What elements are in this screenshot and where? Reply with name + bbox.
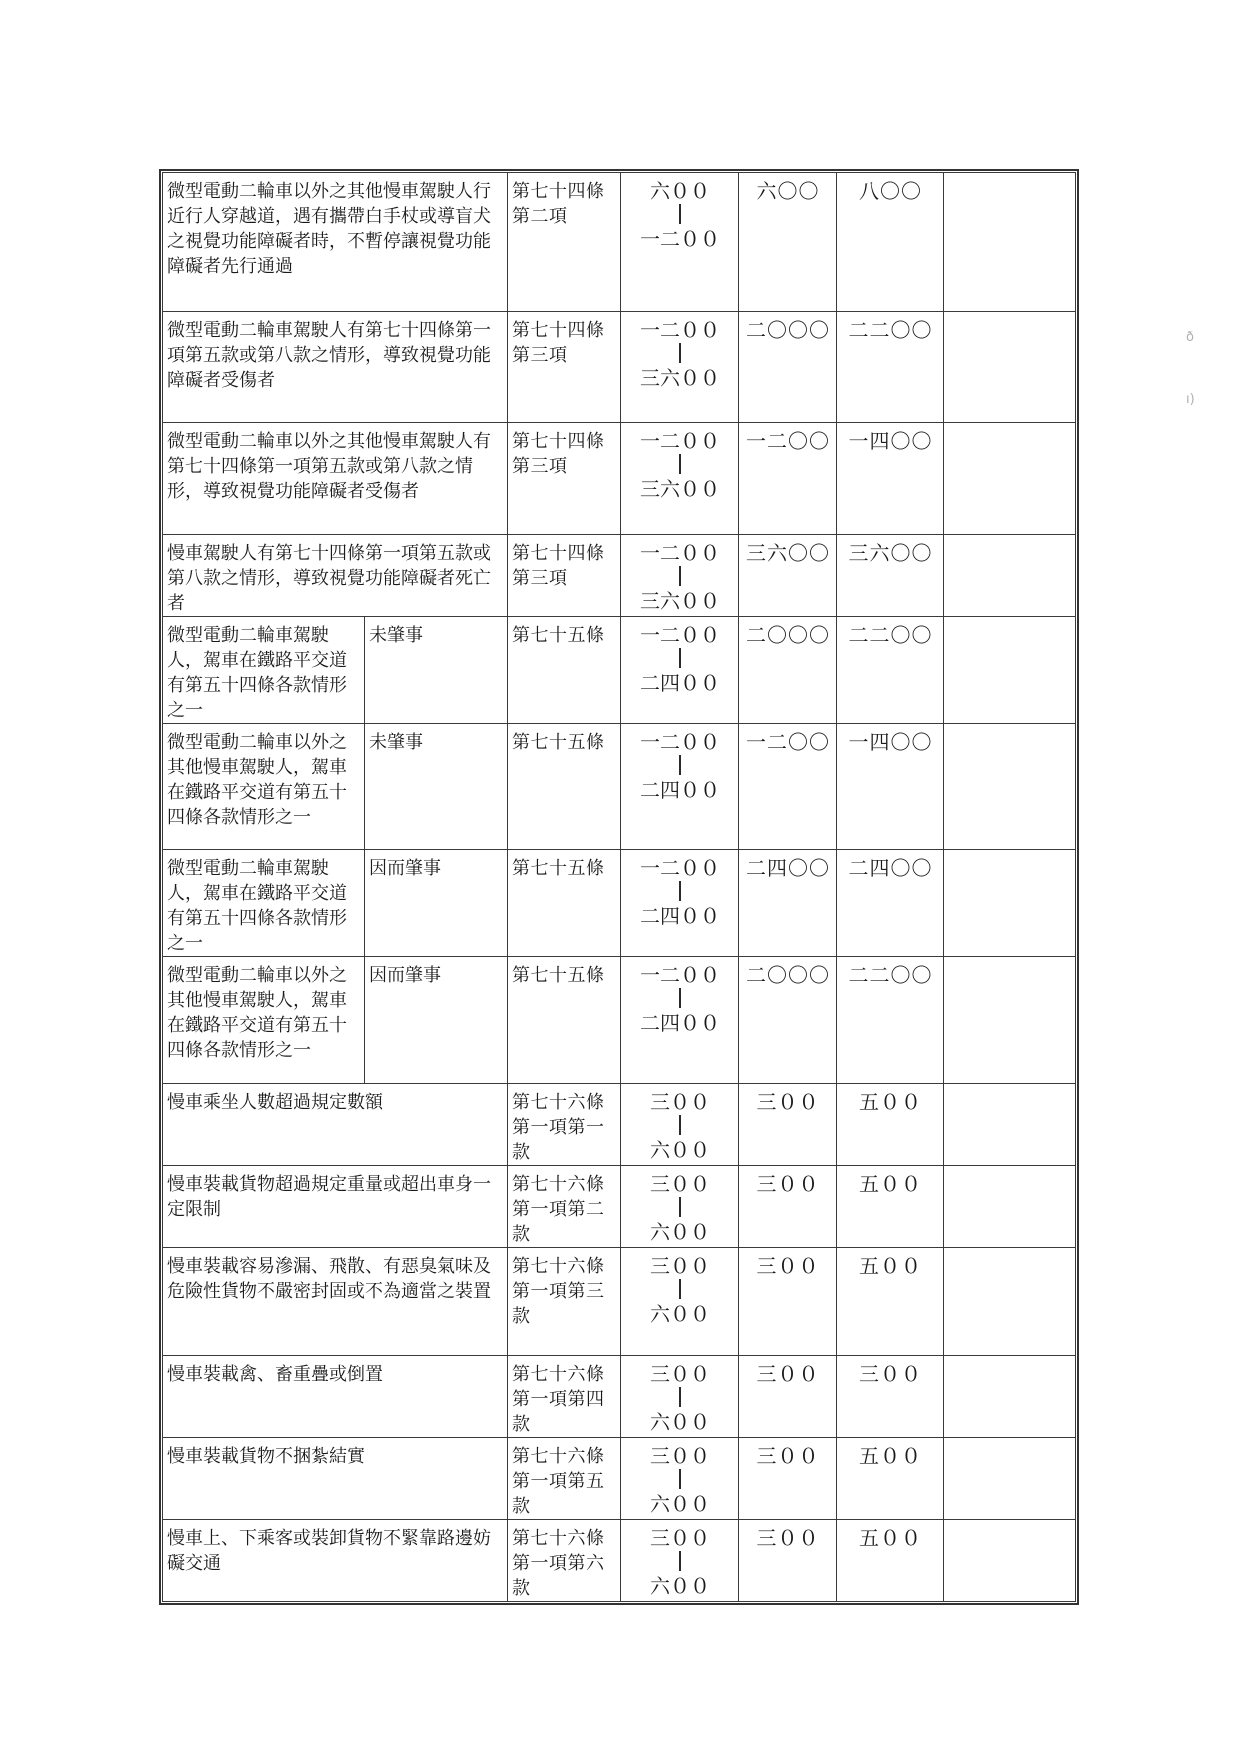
violation-cell: 微型電動二輪車以外之其他慢車駕駛人，駕車在鐵路平交道有第五十四條各款情形之一 xyxy=(163,957,365,1084)
violation-cell: 慢車裝載容易滲漏、飛散、有惡臭氣味及危險性貨物不嚴密封固或不為適當之裝置 xyxy=(163,1248,508,1356)
fine-amount-cell-1 xyxy=(739,1520,837,1602)
fine-amount: 三００ xyxy=(756,1362,820,1386)
fine-amount: 五００ xyxy=(859,1526,922,1550)
range-max: 六００ xyxy=(650,1410,710,1434)
range-separator xyxy=(679,755,681,775)
range-max: 六００ xyxy=(650,1220,710,1244)
fine-amount-cell-1 xyxy=(739,957,837,1084)
table-row xyxy=(163,312,1076,423)
remarks-cell xyxy=(944,1438,1076,1520)
statutory-range-cell xyxy=(621,1084,739,1166)
remarks-cell xyxy=(944,617,1076,724)
fine-amount-cell-1 xyxy=(739,724,837,850)
range-max: 三六００ xyxy=(640,366,720,390)
fine-amount: 三００ xyxy=(859,1362,922,1386)
statutory-range-cell xyxy=(621,535,739,617)
fine-amount-cell-1 xyxy=(739,423,837,535)
fine-amount: 二二〇〇 xyxy=(848,963,933,987)
remarks-cell xyxy=(944,312,1076,423)
violation-cell: 慢車裝載貨物超過規定重量或超出車身一定限制 xyxy=(163,1166,508,1248)
remarks-cell xyxy=(944,1520,1076,1602)
statutory-range-cell xyxy=(621,957,739,1084)
range-min: 三００ xyxy=(650,1362,710,1386)
fine-amount-cell-2 xyxy=(837,423,944,535)
statutory-range-cell xyxy=(621,1356,739,1438)
margin-mark: ı) xyxy=(1186,392,1195,407)
fine-amount: 二〇〇〇 xyxy=(746,623,830,647)
statutory-range-cell xyxy=(621,312,739,423)
fine-amount-cell-2 xyxy=(837,535,944,617)
statutory-range-cell xyxy=(621,850,739,957)
fine-amount-cell-2 xyxy=(837,1356,944,1438)
fine-amount: 二二〇〇 xyxy=(848,318,933,342)
range-min: 一二００ xyxy=(640,730,720,754)
fine-amount: 五００ xyxy=(859,1254,922,1278)
article-cell: 第七十四條第三項 xyxy=(508,312,621,423)
condition-cell: 未肇事 xyxy=(365,724,508,850)
fine-amount-cell-2 xyxy=(837,1084,944,1166)
article-cell: 第七十六條第一項第五款 xyxy=(508,1438,621,1520)
violation-cell: 慢車裝載禽、畜重疊或倒置 xyxy=(163,1356,508,1438)
violation-cell: 慢車裝載貨物不捆紮結實 xyxy=(163,1438,508,1520)
range-separator xyxy=(679,648,681,668)
fine-amount: 二〇〇〇 xyxy=(746,963,830,987)
fine-amount: 二〇〇〇 xyxy=(746,318,830,342)
fine-amount: 二四〇〇 xyxy=(848,856,933,880)
article-cell: 第七十五條 xyxy=(508,617,621,724)
range-max: 二四００ xyxy=(640,1011,720,1035)
fine-amount-cell-2 xyxy=(837,1248,944,1356)
fine-amount: 三００ xyxy=(756,1526,820,1550)
fine-amount-cell-1 xyxy=(739,1166,837,1248)
range-min: 一二００ xyxy=(640,429,720,453)
fine-amount: 五００ xyxy=(859,1090,922,1114)
range-min: 一二００ xyxy=(640,856,720,880)
table-row xyxy=(163,724,1076,850)
fine-amount: 三六〇〇 xyxy=(746,541,830,565)
violation-cell: 微型電動二輪車以外之其他慢車駕駛人，駕車在鐵路平交道有第五十四條各款情形之一 xyxy=(163,724,365,850)
statutory-range-cell xyxy=(621,1520,739,1602)
fine-amount-cell-1 xyxy=(739,1248,837,1356)
table-row xyxy=(163,535,1076,617)
range-max: 六００ xyxy=(650,1574,710,1598)
margin-mark: ð xyxy=(1186,330,1194,345)
range-max: 二四００ xyxy=(640,778,720,802)
fine-amount-cell-1 xyxy=(739,1438,837,1520)
violation-cell: 微型電動二輪車以外之其他慢車駕駛人行近行人穿越道，遇有攜帶白手杖或導盲犬之視覺功能障礙者時，不暫停讓視覺功能障礙者先行通過 xyxy=(163,173,508,312)
fine-amount: 三００ xyxy=(756,1090,820,1114)
article-cell: 第七十四條第三項 xyxy=(508,535,621,617)
violation-cell: 微型電動二輪車駕駛人有第七十四條第一項第五款或第八款之情形，導致視覺功能障礙者受傷者 xyxy=(163,312,508,423)
fine-amount-cell-1 xyxy=(739,617,837,724)
article-cell: 第七十四條第三項 xyxy=(508,423,621,535)
condition-cell: 因而肇事 xyxy=(365,957,508,1084)
range-separator xyxy=(679,1469,681,1489)
fine-amount-cell-2 xyxy=(837,850,944,957)
fine-amount-cell-2 xyxy=(837,1438,944,1520)
range-min: 三００ xyxy=(650,1444,710,1468)
table-row xyxy=(163,617,1076,724)
fine-amount-cell-1 xyxy=(739,535,837,617)
article-cell: 第七十六條第一項第一款 xyxy=(508,1084,621,1166)
remarks-cell xyxy=(944,1084,1076,1166)
fine-amount-cell-1 xyxy=(739,1356,837,1438)
range-max: 三六００ xyxy=(640,589,720,613)
statutory-range-cell xyxy=(621,724,739,850)
fine-amount: 三六〇〇 xyxy=(848,541,933,565)
fine-amount-cell-2 xyxy=(837,312,944,423)
violation-cell: 微型電動二輪車駕駛人，駕車在鐵路平交道有第五十四條各款情形之一 xyxy=(163,617,365,724)
range-max: 六００ xyxy=(650,1492,710,1516)
range-separator xyxy=(679,1197,681,1217)
remarks-cell xyxy=(944,423,1076,535)
range-max: 二四００ xyxy=(640,904,720,928)
table-row xyxy=(163,1438,1076,1520)
fine-schedule-table xyxy=(162,172,1076,1602)
article-cell: 第七十六條第一項第四款 xyxy=(508,1356,621,1438)
range-min: 一二００ xyxy=(640,318,720,342)
violation-cell: 慢車乘坐人數超過規定數額 xyxy=(163,1084,508,1166)
fine-amount-cell-1 xyxy=(739,312,837,423)
violation-cell: 微型電動二輪車以外之其他慢車駕駛人有第七十四條第一項第五款或第八款之情形，導致視覺功能障礙者受傷者 xyxy=(163,423,508,535)
fine-amount: 二四〇〇 xyxy=(746,856,830,880)
range-separator xyxy=(679,343,681,363)
range-max: 六００ xyxy=(650,1302,710,1326)
condition-cell: 未肇事 xyxy=(365,617,508,724)
range-max: 三六００ xyxy=(640,477,720,501)
range-max: 一二００ xyxy=(640,227,720,251)
table-row xyxy=(163,1084,1076,1166)
violation-cell: 微型電動二輪車駕駛人，駕車在鐵路平交道有第五十四條各款情形之一 xyxy=(163,850,365,957)
table-row xyxy=(163,850,1076,957)
statutory-range-cell xyxy=(621,1438,739,1520)
range-min: 六００ xyxy=(650,179,710,203)
statutory-range-cell xyxy=(621,173,739,312)
fine-amount: 二二〇〇 xyxy=(848,623,933,647)
fine-amount: 三００ xyxy=(756,1254,820,1278)
range-max: 二四００ xyxy=(640,671,720,695)
range-separator xyxy=(679,1279,681,1299)
table-row xyxy=(163,173,1076,312)
table-row xyxy=(163,423,1076,535)
fine-amount-cell-1 xyxy=(739,850,837,957)
statutory-range-cell xyxy=(621,423,739,535)
range-separator xyxy=(679,204,681,224)
fine-amount-cell-1 xyxy=(739,173,837,312)
fine-amount-cell-2 xyxy=(837,617,944,724)
range-separator xyxy=(679,566,681,586)
fine-amount: 一二〇〇 xyxy=(746,730,830,754)
remarks-cell xyxy=(944,535,1076,617)
range-max: 六００ xyxy=(650,1138,710,1162)
fine-amount-cell-2 xyxy=(837,1520,944,1602)
statutory-range-cell xyxy=(621,617,739,724)
article-cell: 第七十六條第一項第二款 xyxy=(508,1166,621,1248)
remarks-cell xyxy=(944,957,1076,1084)
article-cell: 第七十四條第二項 xyxy=(508,173,621,312)
range-min: 三００ xyxy=(650,1526,710,1550)
table-body xyxy=(163,173,1076,1602)
statutory-range-cell xyxy=(621,1166,739,1248)
table-row xyxy=(163,957,1076,1084)
fine-amount: 一四〇〇 xyxy=(848,429,933,453)
fine-amount: 五００ xyxy=(859,1444,922,1468)
remarks-cell xyxy=(944,1248,1076,1356)
remarks-cell xyxy=(944,173,1076,312)
fine-amount-cell-2 xyxy=(837,957,944,1084)
fine-amount-cell-1 xyxy=(739,1084,837,1166)
range-min: 一二００ xyxy=(640,963,720,987)
range-separator xyxy=(679,1551,681,1571)
range-separator xyxy=(679,881,681,901)
article-cell: 第七十六條第一項第三款 xyxy=(508,1248,621,1356)
remarks-cell xyxy=(944,850,1076,957)
range-separator xyxy=(679,454,681,474)
range-min: 一二００ xyxy=(640,541,720,565)
condition-cell: 因而肇事 xyxy=(365,850,508,957)
article-cell: 第七十六條第一項第六款 xyxy=(508,1520,621,1602)
violation-cell: 慢車上、下乘客或裝卸貨物不緊靠路邊妨礙交通 xyxy=(163,1520,508,1602)
remarks-cell xyxy=(944,724,1076,850)
article-cell: 第七十五條 xyxy=(508,850,621,957)
range-min: 三００ xyxy=(650,1090,710,1114)
article-cell: 第七十五條 xyxy=(508,724,621,850)
fine-amount-cell-2 xyxy=(837,173,944,312)
fine-amount: 三００ xyxy=(756,1172,820,1196)
remarks-cell xyxy=(944,1356,1076,1438)
range-min: 三００ xyxy=(650,1254,710,1278)
range-min: 一二００ xyxy=(640,623,720,647)
fine-amount: 一四〇〇 xyxy=(848,730,933,754)
fine-amount: 八〇〇 xyxy=(859,179,922,203)
table-row xyxy=(163,1520,1076,1602)
table-row xyxy=(163,1166,1076,1248)
range-separator xyxy=(679,1387,681,1407)
table-row xyxy=(163,1248,1076,1356)
fine-amount: 三００ xyxy=(756,1444,820,1468)
range-separator xyxy=(679,1115,681,1135)
fine-amount-cell-2 xyxy=(837,724,944,850)
range-min: 三００ xyxy=(650,1172,710,1196)
statutory-range-cell xyxy=(621,1248,739,1356)
fine-amount: 六〇〇 xyxy=(756,179,820,203)
range-separator xyxy=(679,988,681,1008)
violation-cell: 慢車駕駛人有第七十四條第一項第五款或第八款之情形，導致視覺功能障礙者死亡者 xyxy=(163,535,508,617)
article-cell: 第七十五條 xyxy=(508,957,621,1084)
fine-amount: 五００ xyxy=(859,1172,922,1196)
table-row xyxy=(163,1356,1076,1438)
remarks-cell xyxy=(944,1166,1076,1248)
fine-amount: 一二〇〇 xyxy=(746,429,830,453)
fine-amount-cell-2 xyxy=(837,1166,944,1248)
